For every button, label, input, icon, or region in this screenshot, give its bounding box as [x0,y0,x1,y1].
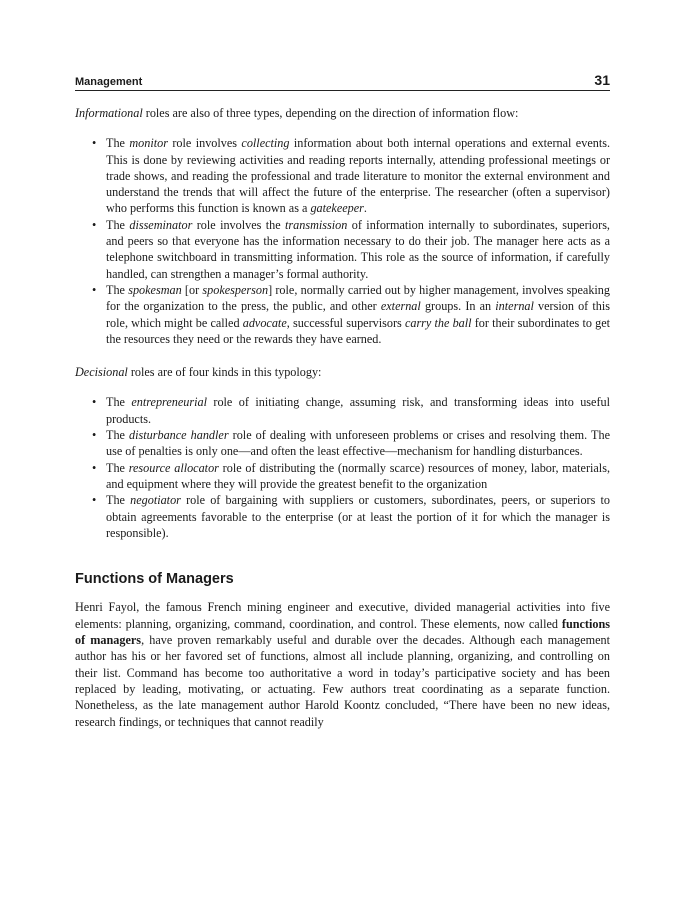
bullet-icon: • [92,395,97,410]
role-item-disturbance-handler: • The disturbance handler role of dealing with unforeseen problems or crises and resolving them. The use of penalties is only one—and often the least effective—mechanism for handling disturbances. [92,428,610,459]
key-term: functions of managers [75,616,610,648]
role-item-disseminator: • The disseminator role involves the transmission of information internally to subordinates, superiors, and peers so that everyone has the information necessary to do their job. The manager here acts as a telephone switchboard in transmitting information. This role as the source of information, if carefully handled, can strengthen a manager’s formal authority. [92,217,610,281]
bullet-icon: • [92,282,97,297]
page-body [75,105,610,730]
functions-paragraph: Henri Fayol, the famous French mining engineer and executive, divided managerial activities into five elements: planning, organizing, command, coordination, and control. These elements, now called functions of managers, have proven remarkably useful and durable over the decades. Although each management author has his or her favored set of functions, almost all include planning, organizing, and controlling on their list. Command has become too authoritative a word in today’s participative society and has been replaced by leading, motivating, or actuating. Few authors treat coordinating as a separate function. Nonetheless, as the late management author Harold Koontz concluded, “There have been no new ideas, research findings, or techniques that cannot readily [75,600,610,729]
header-title: Management [75,76,143,88]
informational-term: Informational [75,106,143,120]
role-item-monitor: • The monitor role involves collecting information about both internal operations and external events. This is done by reviewing activities and reading reports internally, attending professional meetings or trade shows, and reading the professional and trade literature to monitor the external environment and understand the trends that will affect the future of the enterprise. The researcher (often a supervisor) who performs this function is known as a gatekeeper. [92,136,610,216]
role-item-entrepreneurial: • The entrepreneurial role of initiating change, assuming risk, and transforming ideas into useful products. [92,395,610,426]
decisional-intro: Decisional roles are of four kinds in this typology: [75,365,322,380]
role-item-resource-allocator: • The resource allocator role of distributing the (normally scarce) resources of money, labor, materials, and equipment where they will provide the greatest benefit to the organization [92,460,610,491]
informational-roles-list [75,135,610,347]
running-header [75,70,610,91]
bullet-icon: • [92,217,97,232]
page-number: 31 [594,72,610,88]
bullet-icon: • [92,136,97,151]
role-item-negotiator: • The negotiator role of bargaining with suppliers or customers, subordinates, peers, or superiors to obtain agreements favorable to the enterprise (or at least the portion of it for which the manager is responsible). [92,493,610,540]
role-item-spokesman: • The spokesman [or spokesperson] role, normally carried out by higher management, involves speaking for the organization to the press, the public, and other external groups. In an internal version of this role, which might be called advocate, successful supervisors carry the ball for their subordinates to get the resources they need or the rewards they have earned. [92,282,610,346]
bullet-icon: • [92,493,97,508]
decisional-roles-list [75,394,610,541]
section-heading: Functions of Managers [75,571,234,588]
book-page [75,70,610,730]
bullet-icon: • [92,460,97,475]
bullet-icon: • [92,428,97,443]
informational-intro: Informational roles are also of three types, depending on the direction of information flow: [75,106,519,120]
decisional-term: Decisional [75,365,128,380]
